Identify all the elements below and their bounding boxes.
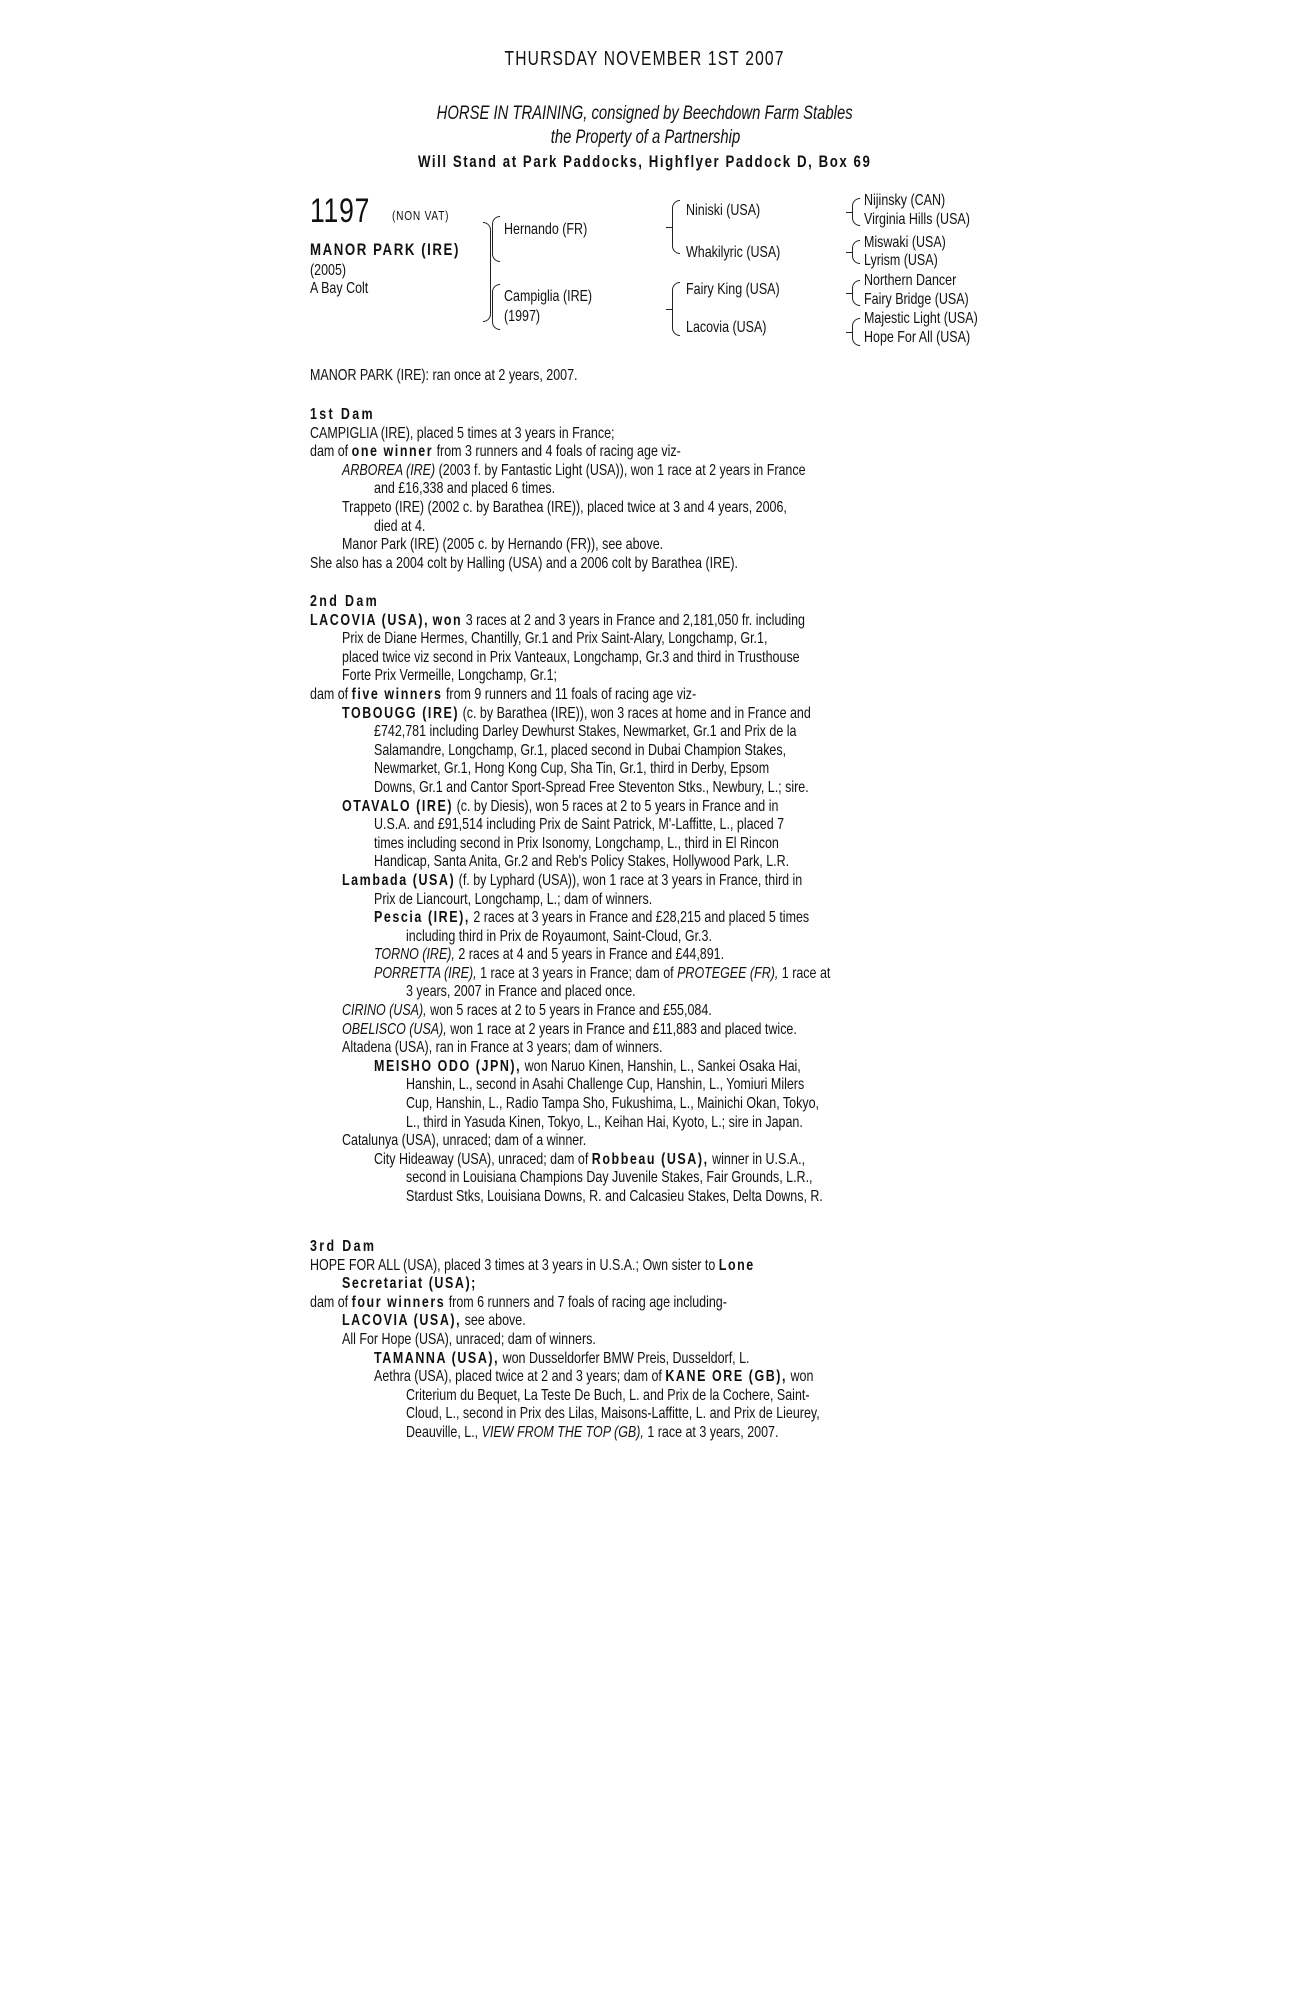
dam2-text: won 1 race at 2 years in France and £11,883 and placed twice.: [450, 1020, 797, 1038]
lot-number: 1197: [310, 192, 371, 230]
dam-brace: [492, 284, 500, 330]
pedigree-dam: Campiglia (IRE): [504, 288, 593, 305]
race-summary: [310, 367, 990, 386]
dam2-runner: OTAVALO (IRE): [342, 797, 454, 815]
dam3-line: All For Hope (USA), unraced; dam of winners.: [342, 1330, 596, 1348]
dam1-line: and £16,338 and placed 6 times.: [374, 480, 556, 498]
pedigree-g2: Virginia Hills (USA): [864, 211, 970, 228]
dam3-line: Cloud, L., second in Prix des Lilas, Maisons-Laffitte, L. and Prix de Lieurey,: [406, 1405, 820, 1423]
pedigree-g1: Nijinsky (CAN): [864, 192, 946, 209]
dam2-line: Cup, Hanshin, L., Radio Tampa Sho, Fukushima, L., Mainichi Okan, Tokyo,: [406, 1095, 819, 1113]
dam1-text: from 3 runners and 4 foals of racing age viz-: [436, 443, 681, 461]
pedigree-dam-sire: Fairy King (USA): [686, 281, 780, 298]
dam1-winners: one winner: [351, 443, 434, 461]
dam2-text: City Hideaway (USA), unraced; dam of: [374, 1150, 589, 1168]
dam2-text: (f. by Lyphard (USA)), won 1 race at 3 years in France, third in: [458, 871, 803, 889]
horse-name: MANOR PARK (IRE): [310, 240, 460, 259]
pedigree-sire-dam: Whakilyric (USA): [686, 244, 781, 261]
dam2-text: (c. by Barathea (IRE)), won 3 races at home and in France and: [462, 704, 811, 722]
dam3-text: HOPE FOR ALL (USA), placed 3 times at 3 years in U.S.A.; Own sister to: [310, 1256, 716, 1274]
first-dam-section: [310, 406, 990, 573]
dam2-text: 2 races at 3 years in France and £28,215 and placed 5 times: [473, 909, 810, 927]
dam2-runner: PROTEGEE (FR),: [677, 964, 779, 982]
sire-line-brace: [672, 200, 680, 254]
dam2-text: dam of: [310, 685, 349, 703]
dam1-text: (2003 f. by Fantastic Light (USA)), won 1 race at 2 years in France: [438, 461, 806, 479]
dam2-text: won Naruo Kinen, Hanshin, L., Sankei Osaka Hai,: [524, 1057, 801, 1075]
dam1-winner-name: ARBOREA (IRE): [342, 461, 436, 479]
third-dam-heading: 3rd Dam: [310, 1238, 377, 1255]
pedigree-g6: Fairy Bridge (USA): [864, 291, 969, 308]
dam2-text: (c. by Diesis), won 5 races at 2 to 5 years in France and in: [456, 797, 779, 815]
dam2-text: winner in U.S.A.,: [712, 1150, 806, 1168]
dam2-runner: TORNO (IRE),: [374, 946, 455, 964]
dam2-line: Catalunya (USA), unraced; dam of a winner.: [342, 1132, 587, 1150]
dam2-runner: Robbeau (USA),: [591, 1150, 709, 1168]
horse-year: (2005): [310, 262, 347, 279]
dam2-line: times including second in Prix Isonomy, Longchamp, L., third in El Rincon: [374, 834, 779, 852]
third-dam-section: [310, 1238, 990, 1443]
dam2-runner: OBELISCO (USA),: [342, 1020, 447, 1038]
dam2-line: Handicap, Santa Anita, Gr.2 and Reb's Policy Stakes, Hollywood Park, L.R.: [374, 853, 790, 871]
dam2-text: 1 race at 3 years in France; dam of: [480, 964, 674, 982]
dam3-text: Lone: [718, 1256, 755, 1274]
dam2-text: won 5 races at 2 to 5 years in France and £55,084.: [430, 1002, 712, 1020]
pedigree-g8: Hope For All (USA): [864, 329, 971, 346]
sale-date: [0, 48, 1290, 71]
dam3-text: see above.: [464, 1312, 526, 1330]
sale-date-text: THURSDAY NOVEMBER 1ST 2007: [504, 48, 786, 70]
dam2-line: Newmarket, Gr.1, Hong Kong Cup, Sha Tin, Gr.1, third in Derby, Epsom: [374, 760, 770, 778]
dam2-text: 1 race at: [781, 964, 831, 982]
dam3-text: dam of: [310, 1293, 349, 1311]
g-brace-3: [852, 280, 860, 306]
dam2-line: including third in Prix de Royaumont, Saint-Cloud, Gr.3.: [406, 927, 712, 945]
dam2-runner: TOBOUGG (IRE): [342, 704, 460, 722]
dam3-text: Secretariat (USA);: [342, 1275, 477, 1293]
dam3-text: Aethra (USA), placed twice at 2 and 3 years; dam of: [374, 1368, 662, 1386]
dam2-text: from 9 runners and 11 foals of racing age viz-: [445, 685, 697, 703]
dam2-runner: Pescia (IRE),: [374, 909, 470, 927]
consign-line-1: HORSE IN TRAINING, consigned by Beechdown Farm Stables: [437, 103, 853, 124]
dam3-line: Criterium du Bequet, La Teste De Buch, L. and Prix de la Cochere, Saint-: [406, 1386, 810, 1404]
second-dam-heading: 2nd Dam: [310, 593, 380, 610]
dam3-text: from 6 runners and 7 foals of racing age including-: [448, 1293, 727, 1311]
dam2-line: L., third in Yasuda Kinen, Tokyo, L., Keihan Hai, Kyoto, L.; sire in Japan.: [406, 1113, 803, 1131]
dam2-line: U.S.A. and £91,514 including Prix de Saint Patrick, M'-Laffitte, L., placed 7: [374, 816, 785, 834]
dam-line-brace: [672, 282, 680, 336]
horse-description: A Bay Colt: [310, 280, 369, 297]
dam2-line: Altadena (USA), ran in France at 3 years; dam of winners.: [342, 1039, 663, 1057]
pedigree-sire-sire: Niniski (USA): [686, 202, 761, 219]
sire-brace: [492, 216, 500, 262]
stand-line: Will Stand at Park Paddocks, Highflyer Paddock D, Box 69: [418, 152, 872, 171]
dam2-runner: CIRINO (USA),: [342, 1002, 427, 1020]
dam2-line: Stardust Stks, Louisiana Downs, R. and Calcasieu Stakes, Delta Downs, R.: [406, 1188, 823, 1205]
pedigree-dam-dam: Lacovia (USA): [686, 319, 767, 336]
first-dam-heading: 1st Dam: [310, 406, 375, 423]
dam1-line: died at 4.: [374, 517, 426, 535]
dam2-text: 2 races at 4 and 5 years in France and £44,891.: [458, 946, 725, 964]
dam3-text: 1 race at 3 years, 2007.: [647, 1423, 779, 1441]
pedigree-brace: [483, 222, 491, 322]
dam2-line: Hanshin, L., second in Asahi Challenge Cup, Hanshin, L., Yomiuri Milers: [406, 1076, 805, 1094]
dam2-line: placed twice viz second in Prix Vanteaux, Longchamp, Gr.3 and third in Trusthouse: [342, 648, 800, 666]
dam1-line: She also has a 2004 colt by Halling (USA) and a 2006 colt by Barathea (IRE).: [310, 554, 739, 572]
g-brace-2: [852, 240, 860, 264]
summary-text: MANOR PARK (IRE): ran once at 2 years, 2007.: [310, 367, 578, 384]
dam2-line: £742,781 including Darley Dewhurst Stakes, Newmarket, Gr.1 and Prix de la: [374, 723, 797, 741]
pedigree-sire: Hernando (FR): [504, 221, 588, 238]
pedigree-g3: Miswaki (USA): [864, 234, 946, 251]
dam2-runner: PORRETTA (IRE),: [374, 964, 477, 982]
g-brace-4: [852, 318, 860, 346]
dam2-text: won: [432, 611, 463, 629]
dam3-text: won Dusseldorfer BMW Preis, Dusseldorf, L.: [502, 1349, 750, 1367]
consignment-block: [0, 102, 1290, 174]
dam2-line: Downs, Gr.1 and Cantor Sport-Spread Free Steventon Stks., Newbury, L.; sire.: [374, 778, 809, 796]
dam3-winners: four winners: [351, 1293, 446, 1311]
pedigree-dam-year: (1997): [504, 308, 541, 325]
g-brace-1: [852, 198, 860, 226]
dam3-runner: VIEW FROM THE TOP (GB),: [481, 1423, 644, 1441]
dam1-line: Manor Park (IRE) (2005 c. by Hernando (FR)), see above.: [342, 536, 664, 554]
dam1-line: CAMPIGLIA (IRE), placed 5 times at 3 years in France;: [310, 424, 615, 442]
pedigree-g7: Majestic Light (USA): [864, 310, 978, 327]
dam2-line: 3 years, 2007 in France and placed once.: [406, 983, 636, 1001]
dam2-runner: MEISHO ODO (JPN),: [374, 1057, 522, 1075]
second-dam-section: [310, 593, 990, 1207]
dam2-winners: five winners: [351, 685, 443, 703]
vat-status: (NON VAT): [392, 208, 450, 223]
dam1-text: dam of: [310, 443, 349, 461]
dam3-runner: LACOVIA (USA),: [342, 1312, 462, 1330]
dam2-name: LACOVIA (USA),: [310, 611, 430, 629]
pedigree-g4: Lyrism (USA): [864, 252, 938, 269]
consign-line-2: the Property of a Partnership: [550, 127, 740, 148]
dam2-line: Prix de Diane Hermes, Chantilly, Gr.1 and Prix Saint-Alary, Longchamp, Gr.1,: [342, 630, 768, 648]
dam2-line: Prix de Liancourt, Longchamp, L.; dam of winners.: [374, 890, 653, 908]
dam1-line: Trappeto (IRE) (2002 c. by Barathea (IRE)), placed twice at 3 and 4 years, 2006,: [342, 498, 787, 516]
pedigree-g5: Northern Dancer: [864, 272, 957, 289]
dam2-line: Salamandre, Longchamp, Gr.1, placed second in Dubai Champion Stakes,: [374, 741, 787, 759]
dam2-text: 3 races at 2 and 3 years in France and 2,181,050 fr. including: [465, 611, 805, 629]
dam2-line: Forte Prix Vermeille, Longchamp, Gr.1;: [342, 667, 558, 685]
dam2-line: second in Louisiana Champions Day Juvenile Stakes, Fair Grounds, L.R.,: [406, 1169, 813, 1187]
dam3-text: Deauville, L.,: [406, 1423, 479, 1441]
dam3-runner: TAMANNA (USA),: [374, 1349, 500, 1367]
dam3-text: won: [790, 1368, 814, 1386]
dam2-runner: Lambada (USA): [342, 871, 456, 889]
dam3-runner: KANE ORE (GB),: [665, 1368, 788, 1386]
